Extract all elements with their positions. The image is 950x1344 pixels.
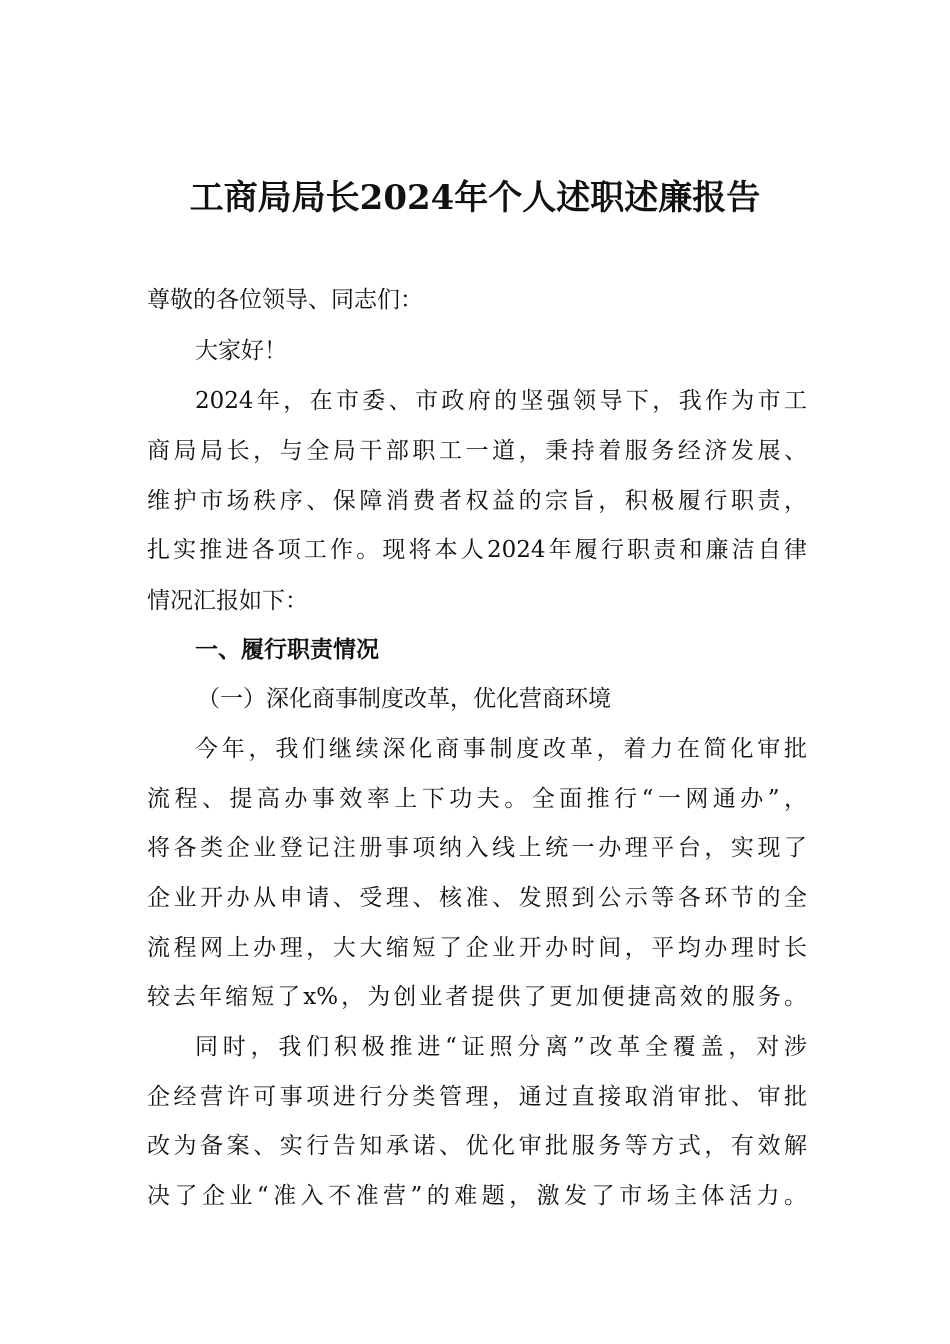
document-title: 工商局局长2024年个人述职述廉报告 — [189, 178, 761, 218]
intro-line: 2024年，在市委、市政府的坚强领导下，我作为市工 — [195, 388, 807, 414]
section-heading: 一、履行职责情况 — [195, 637, 379, 663]
intro-line: 扎实推进各项工作。现将本人2024年履行职责和廉洁自律 — [147, 537, 807, 563]
intro-line: 商局局长，与全局干部职工一道，秉持着服务经济发展、 — [147, 438, 807, 464]
paragraph-line: 企业开办从申请、受理、核准、发照到公示等各环节的全 — [147, 885, 807, 911]
paragraph-line: 企经营许可事项进行分类管理，通过直接取消审批、审批 — [147, 1084, 807, 1110]
subsection-heading: （一）深化商事制度改革，优化营商环境 — [197, 686, 611, 712]
paragraph-line: 改为备案、实行告知承诺、优化审批服务等方式，有效解 — [147, 1133, 807, 1159]
paragraph-line: 将各类企业登记注册事项纳入线上统一办理平台，实现了 — [147, 835, 807, 861]
paragraph-line: 决了企业“准入不准营”的难题，激发了市场主体活力。 — [147, 1183, 807, 1209]
salutation: 尊敬的各位领导、同志们： — [147, 287, 423, 313]
paragraph-line: 流程、提高办事效率上下功夫。全面推行“一网通办”， — [147, 786, 807, 812]
paragraph-line: 较去年缩短了x%，为创业者提供了更加便捷高效的服务。 — [147, 984, 807, 1010]
paragraph-line: 同时，我们积极推进“证照分离”改革全覆盖，对涉 — [195, 1034, 807, 1060]
paragraph-line: 今年，我们继续深化商事制度改革，着力在简化审批 — [195, 736, 807, 762]
paragraph-line: 流程网上办理，大大缩短了企业开办时间，平均办理时长 — [147, 935, 807, 961]
intro-line: 维护市场秩序、保障消费者权益的宗旨，积极履行职责， — [147, 488, 807, 514]
greeting: 大家好！ — [195, 338, 287, 364]
intro-line: 情况汇报如下： — [147, 588, 308, 614]
